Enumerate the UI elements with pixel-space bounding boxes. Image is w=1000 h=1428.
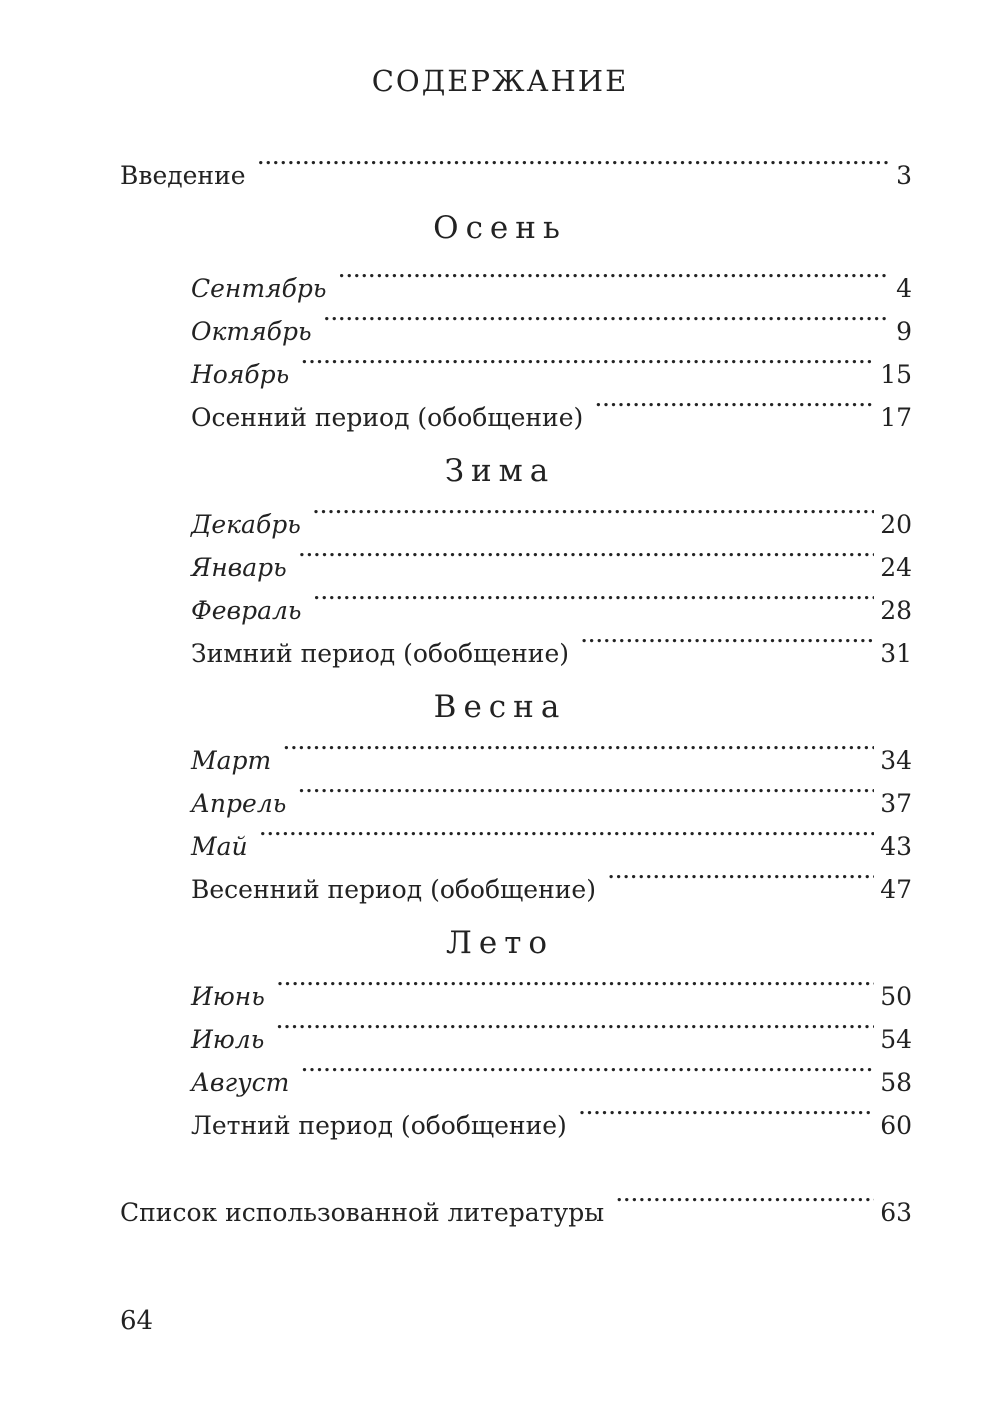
toc-entry-page: 60 [880,1111,912,1140]
toc-entry-label: Январь [191,553,287,582]
toc-entry[interactable] [191,585,912,628]
toc-entry[interactable] [191,392,912,435]
toc-entry-page: 15 [880,360,912,389]
toc-entry-page: 4 [896,274,912,303]
toc-entry-label: Сентябрь [191,274,327,303]
section-heading-autumn: Осень [433,210,567,246]
dot-leader [595,392,874,426]
toc-entry-page: 17 [880,403,912,432]
toc-entry-label: Август [191,1068,290,1097]
dot-leader [581,628,874,662]
toc-entry[interactable] [191,971,912,1014]
toc-entry[interactable] [191,306,912,349]
dot-leader [276,1014,874,1048]
toc-entry-label: Весенний период (обобщение) [191,875,596,904]
dot-leader [313,499,874,533]
toc-entry[interactable] [191,1014,912,1057]
toc-entry-page: 63 [880,1198,912,1227]
toc-entry[interactable] [191,778,912,821]
toc-entry-page: 34 [880,746,912,775]
page-number: 64 [120,1306,154,1336]
toc-entry-page: 31 [880,639,912,668]
toc-entry-label: Летний период (обобщение) [191,1111,567,1140]
toc-entry[interactable] [191,542,912,585]
dot-leader [277,971,874,1005]
dot-leader [579,1100,874,1134]
dot-leader [314,585,875,619]
toc-entry-label: Февраль [191,596,302,625]
dot-leader [283,735,874,769]
toc-entry-label: Зимний период (обобщение) [191,639,570,668]
toc-entry-page: 28 [880,596,912,625]
toc-entry-label: Май [191,832,248,861]
toc-entry[interactable] [191,1100,912,1143]
section-heading-summer: Лето [445,925,555,961]
toc-entry-page: 37 [880,789,912,818]
toc-entry-label: Март [191,746,272,775]
dot-leader [324,306,891,340]
section-heading-winter: Зима [444,453,556,489]
toc-entry-bibliography[interactable] [120,1187,912,1230]
dot-leader [298,778,874,812]
toc-entry-label: Осенний период (обобщение) [191,403,584,432]
toc-entry[interactable] [191,864,912,907]
toc-entry-page: 58 [880,1068,912,1097]
toc-entry[interactable] [191,263,912,306]
toc-entry[interactable] [191,735,912,778]
dot-leader [339,263,891,297]
toc-entry-label: Декабрь [191,510,301,539]
dot-leader [301,349,874,383]
dot-leader [299,542,874,576]
toc-entry-page: 50 [880,982,912,1011]
toc-entry-page: 24 [880,553,912,582]
toc-entry-page: 43 [880,832,912,861]
dot-leader [258,150,891,184]
dot-leader [301,1057,874,1091]
toc-entry-page: 3 [896,161,912,190]
dot-leader [260,821,875,855]
toc-entry[interactable] [191,349,912,392]
toc-entry-label: Июнь [191,982,265,1011]
toc-entry-label: Список использованной литературы [120,1198,605,1227]
section-heading-spring: Весна [433,689,567,725]
dot-leader [616,1187,874,1221]
toc-entry-page: 47 [880,875,912,904]
toc-entry[interactable] [191,821,912,864]
toc-entry-intro[interactable] [120,150,912,193]
toc-entry-label: Октябрь [191,317,312,346]
toc-entry-label: Введение [120,161,246,190]
toc-entry-page: 54 [880,1025,912,1054]
toc-entry-label: Ноябрь [191,360,290,389]
toc-entry-page: 9 [896,317,912,346]
toc-entry[interactable] [191,628,912,671]
dot-leader [608,864,874,898]
toc-entry[interactable] [191,499,912,542]
toc-entry[interactable] [191,1057,912,1100]
toc-entry-page: 20 [880,510,912,539]
toc-entry-label: Апрель [191,789,287,818]
toc-entry-label: Июль [191,1025,265,1054]
page-title: СОДЕРЖАНИЕ [371,64,629,98]
